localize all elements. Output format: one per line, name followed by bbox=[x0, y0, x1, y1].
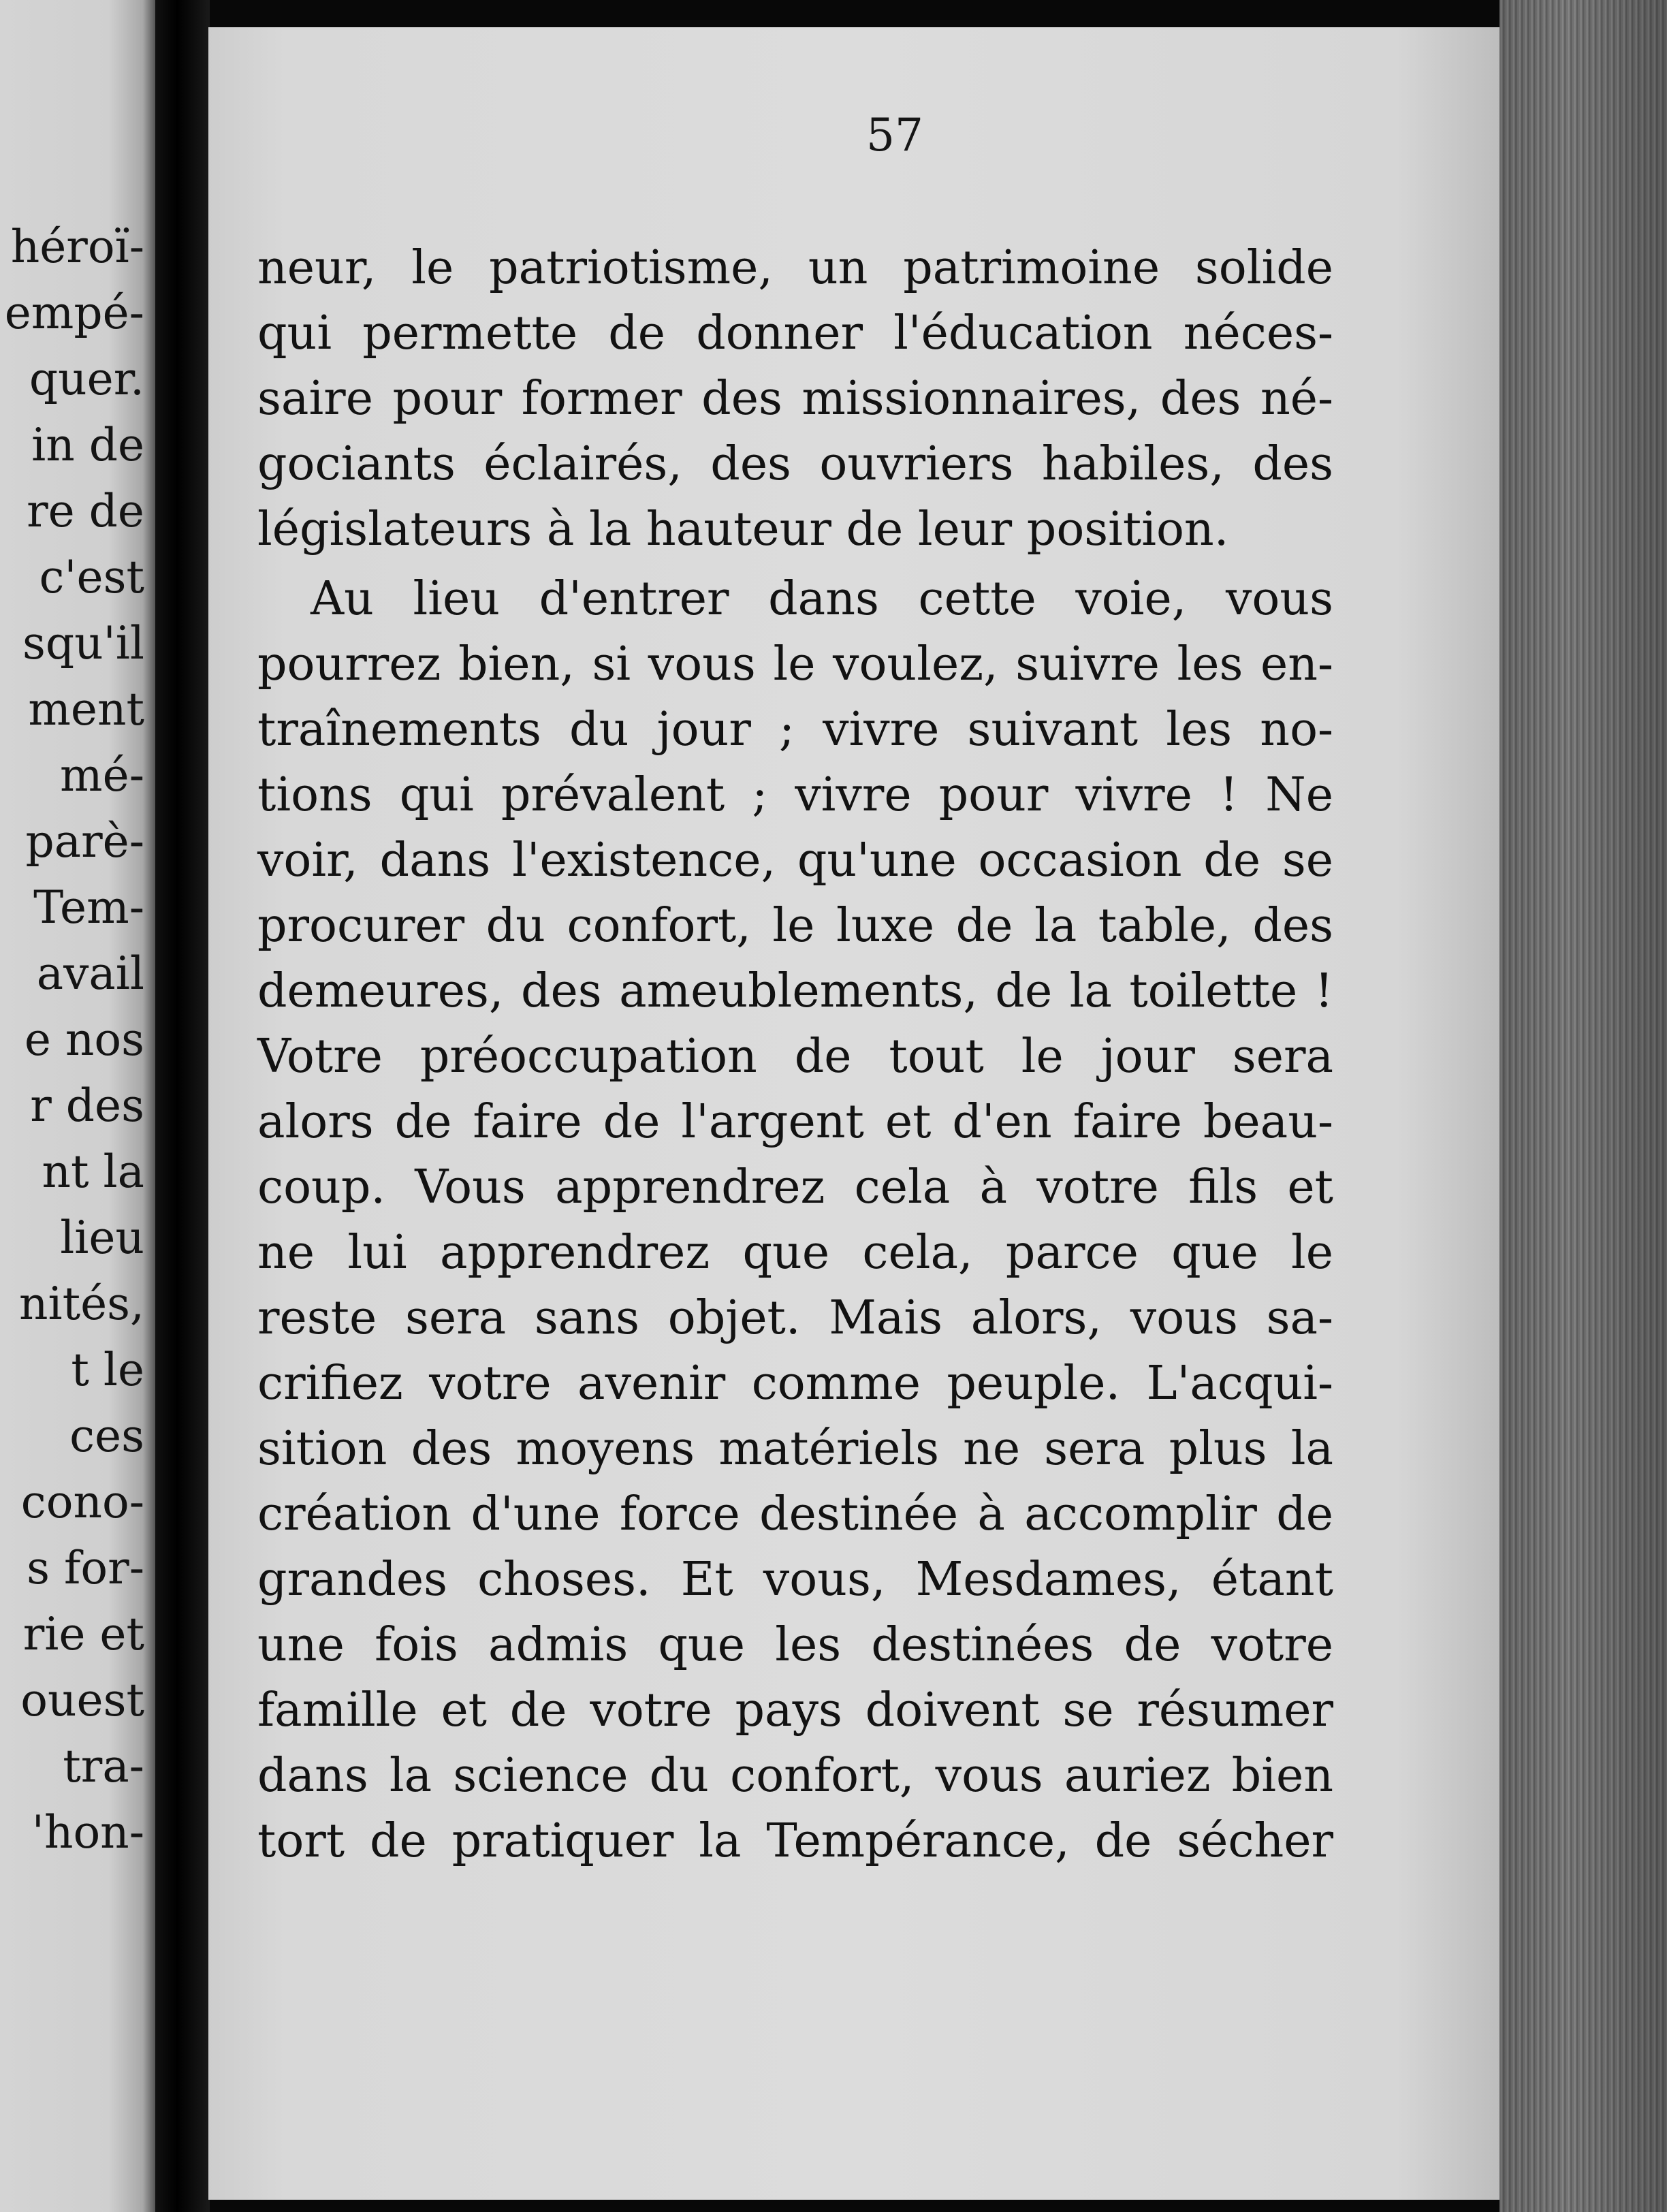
previous-page-line: quer. bbox=[29, 353, 144, 405]
text-line: alors de faire de l'argent et d'en faire beau- bbox=[257, 1095, 1333, 1149]
text-line: législateurs à la hauteur de leur position. bbox=[257, 503, 1229, 556]
text-line: création d'une force destinée à accomplir de bbox=[257, 1487, 1333, 1541]
text-line: saire pour former des missionnaires, des né- bbox=[257, 372, 1333, 426]
previous-page-line: in de bbox=[31, 419, 144, 471]
previous-page-fragment bbox=[0, 0, 155, 2212]
previous-page-line: avail bbox=[36, 947, 144, 1000]
text-line: neur, le patriotisme, un patrimoine solide bbox=[257, 241, 1333, 295]
previous-page-line: s for- bbox=[27, 1542, 144, 1594]
text-line: une fois admis que les destinées de votre bbox=[257, 1618, 1333, 1672]
previous-page-line: ouest bbox=[20, 1674, 144, 1726]
text-line: tort de pratiquer la Tempérance, de sécher bbox=[257, 1814, 1333, 1868]
previous-page-line: Tem- bbox=[33, 881, 144, 934]
previous-page-line: héroï- bbox=[10, 221, 144, 273]
previous-page-line: mé- bbox=[60, 749, 144, 802]
previous-page-line: tra- bbox=[63, 1740, 144, 1792]
previous-page-line: rie et bbox=[22, 1608, 144, 1660]
previous-page-line: cono- bbox=[20, 1476, 144, 1528]
previous-page-line: nités, bbox=[18, 1278, 144, 1330]
previous-page-line: parè- bbox=[25, 815, 144, 868]
text-line: Votre préoccupation de tout le jour sera bbox=[257, 1030, 1333, 1084]
previous-page-line: 'hon- bbox=[31, 1806, 144, 1859]
text-line: coup. Vous apprendrez cela à votre fils et bbox=[257, 1160, 1333, 1214]
previous-page-line: c'est bbox=[39, 551, 144, 603]
text-line: dans la science du confort, vous auriez bien bbox=[257, 1749, 1333, 1803]
text-line: ne lui apprendrez que cela, parce que le bbox=[257, 1226, 1333, 1280]
text-line: famille et de votre pays doivent se résumer bbox=[257, 1684, 1333, 1737]
previous-page-line: ces bbox=[69, 1410, 144, 1462]
previous-page-line: nt la bbox=[42, 1146, 144, 1198]
previous-page-line: squ'il bbox=[22, 617, 144, 669]
previous-page-line: r des bbox=[30, 1079, 144, 1132]
text-line: demeures, des ameublements, de la toilette ! bbox=[257, 964, 1333, 1018]
book-gutter bbox=[155, 0, 210, 2212]
text-line: gociants éclairés, des ouvriers habiles, des bbox=[257, 437, 1333, 491]
previous-page-line: e nos bbox=[24, 1013, 144, 1066]
text-line: crifiez votre avenir comme peuple. L'acqui- bbox=[257, 1357, 1333, 1410]
text-line: sition des moyens matériels ne sera plus la bbox=[257, 1422, 1333, 1476]
previous-page-line: empé- bbox=[4, 287, 144, 339]
previous-page-line: lieu bbox=[60, 1212, 144, 1264]
text-line: pourrez bien, si vous le voulez, suivre les en- bbox=[257, 637, 1333, 691]
previous-page-line: ment bbox=[28, 683, 144, 736]
main-page bbox=[208, 27, 1499, 2200]
text-line: procurer du confort, le luxe de la table, des bbox=[257, 899, 1333, 953]
previous-page-line: t le bbox=[71, 1344, 144, 1396]
text-line: qui permette de donner l'éducation néces- bbox=[257, 306, 1333, 360]
text-line: traînements du jour ; vivre suivant les no- bbox=[257, 703, 1333, 757]
previous-page-line: re de bbox=[27, 485, 144, 537]
text-line: voir, dans l'existence, qu'une occasion de se bbox=[257, 834, 1333, 887]
text-line: reste sera sans objet. Mais alors, vous sa- bbox=[257, 1291, 1333, 1345]
page-number: 57 bbox=[866, 109, 923, 161]
text-line: grandes choses. Et vous, Mesdames, étant bbox=[257, 1553, 1333, 1607]
text-line: Au lieu d'entrer dans cette voie, vous bbox=[311, 572, 1333, 626]
text-line: tions qui prévalent ; vivre pour vivre ! Ne bbox=[257, 768, 1333, 822]
page-stack-shadow bbox=[1499, 0, 1667, 2212]
